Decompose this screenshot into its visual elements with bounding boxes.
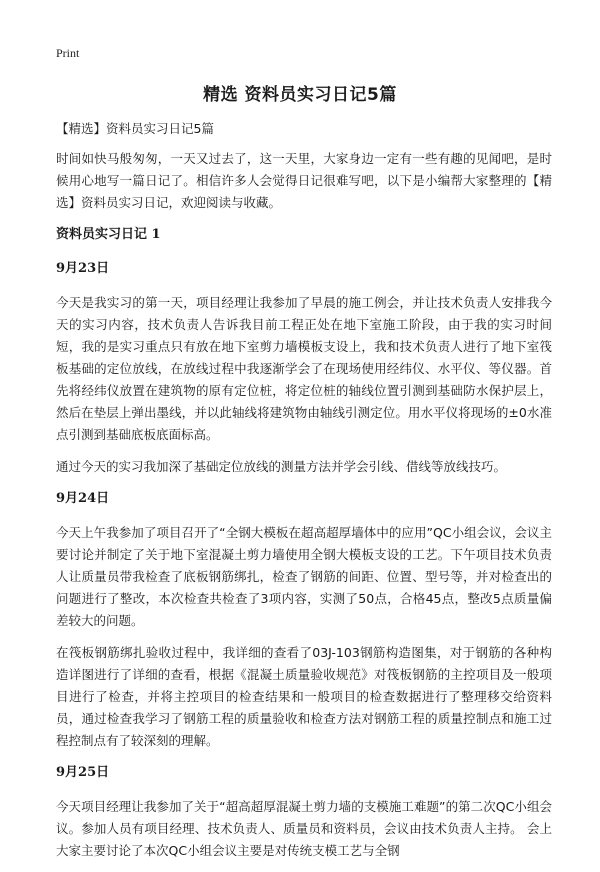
entry-date: 9月23日 xyxy=(56,261,110,276)
entry-paragraph: 今天项目经理让我参加了关于“超高超厚混凝土剪力墙的支模施工难题”的第二次QC小组会议。参加人员有项目经理、技术负责人、质量员和资料员，会议由技术负责人主持。 会上大家主要讨论了本次QC小组会议主要是对传统支模工艺与全钢 xyxy=(56,799,552,858)
entry-paragraph: 今天上午我参加了项目召开了“全钢大模板在超高超厚墙体中的应用”QC小组会议，会议主要讨论并制定了关于地下室混凝土剪力墙使用全钢大模板支设的工艺。下午项目技术负责人让质量员带我检查了底板钢筋绑扎，检查了钢筋的间距、位置、型号等，并对检查出的问题进行了整改，本次检查共检查了3项内容，实测了50点，合格45点，整改5点质量偏差较大的问题。 xyxy=(56,525,552,628)
section-heading: 资料员实习日记 1 xyxy=(56,227,161,242)
entry-date: 9月25日 xyxy=(56,765,110,780)
document-body xyxy=(56,118,552,872)
entry-paragraph: 通过今天的实习我加深了基础定位放线的测量方法并学会引线、借线等放线技巧。 xyxy=(56,459,507,474)
document-subtitle: 【精选】资料员实习日记5篇 xyxy=(56,121,214,136)
entry-paragraph: 在筏板钢筋绑扎验收过程中，我详细的查看了03J-103钢筋构造图集，对于钢筋的各种构造详图进行了详细的查看，根据《混凝土质量验收规范》对筏板钢筋的主控项目及一般项目进行了检查，并将主控项目的检查结果和一般项目的检查数据进行了整理移交给资料员，通过检查我学习了钢筋工程的质量验收和检查方法对钢筋工程的质量控制点和施工过程控制点有了较深刻的理解。 xyxy=(56,645,552,748)
entry-paragraph: 今天是我实习的第一天，项目经理让我参加了早晨的施工例会，并让技术负责人安排我今天的实习内容，技术负责人告诉我目前工程正处在地下室施工阶段，由于我的实习时间短，我的是实习重点只有放在地下室剪力墙模板支设上，我和技术负责人进行了地下室筏板基础的定位放线，在放线过程中我逐渐学会了在现场使用经纬仪、水平仪、等仪器。首先将经纬仪放置在建筑物的原有定位桩，将定位桩的轴线位置引测到基础防水保护层上，然后在垫层上弹出墨线，并以此轴线将建筑物由轴线引测定位。用水平仪将现场的±0水准点引测到基础底板底面标高。 xyxy=(56,295,552,442)
page-title: 精选 资料员实习日记5篇 xyxy=(203,85,397,105)
entry-date: 9月24日 xyxy=(56,491,110,506)
print-link[interactable]: Print xyxy=(56,46,80,60)
intro-paragraph: 时间如快马般匆匆，一天又过去了，这一天里，大家身边一定有一些有趣的见闻吧，是时候用心地写一篇日记了。相信许多人会觉得日记很难写吧，以下是小编帮大家整理的【精选】资料员实习日记，欢迎阅读与收藏。 xyxy=(56,151,552,210)
